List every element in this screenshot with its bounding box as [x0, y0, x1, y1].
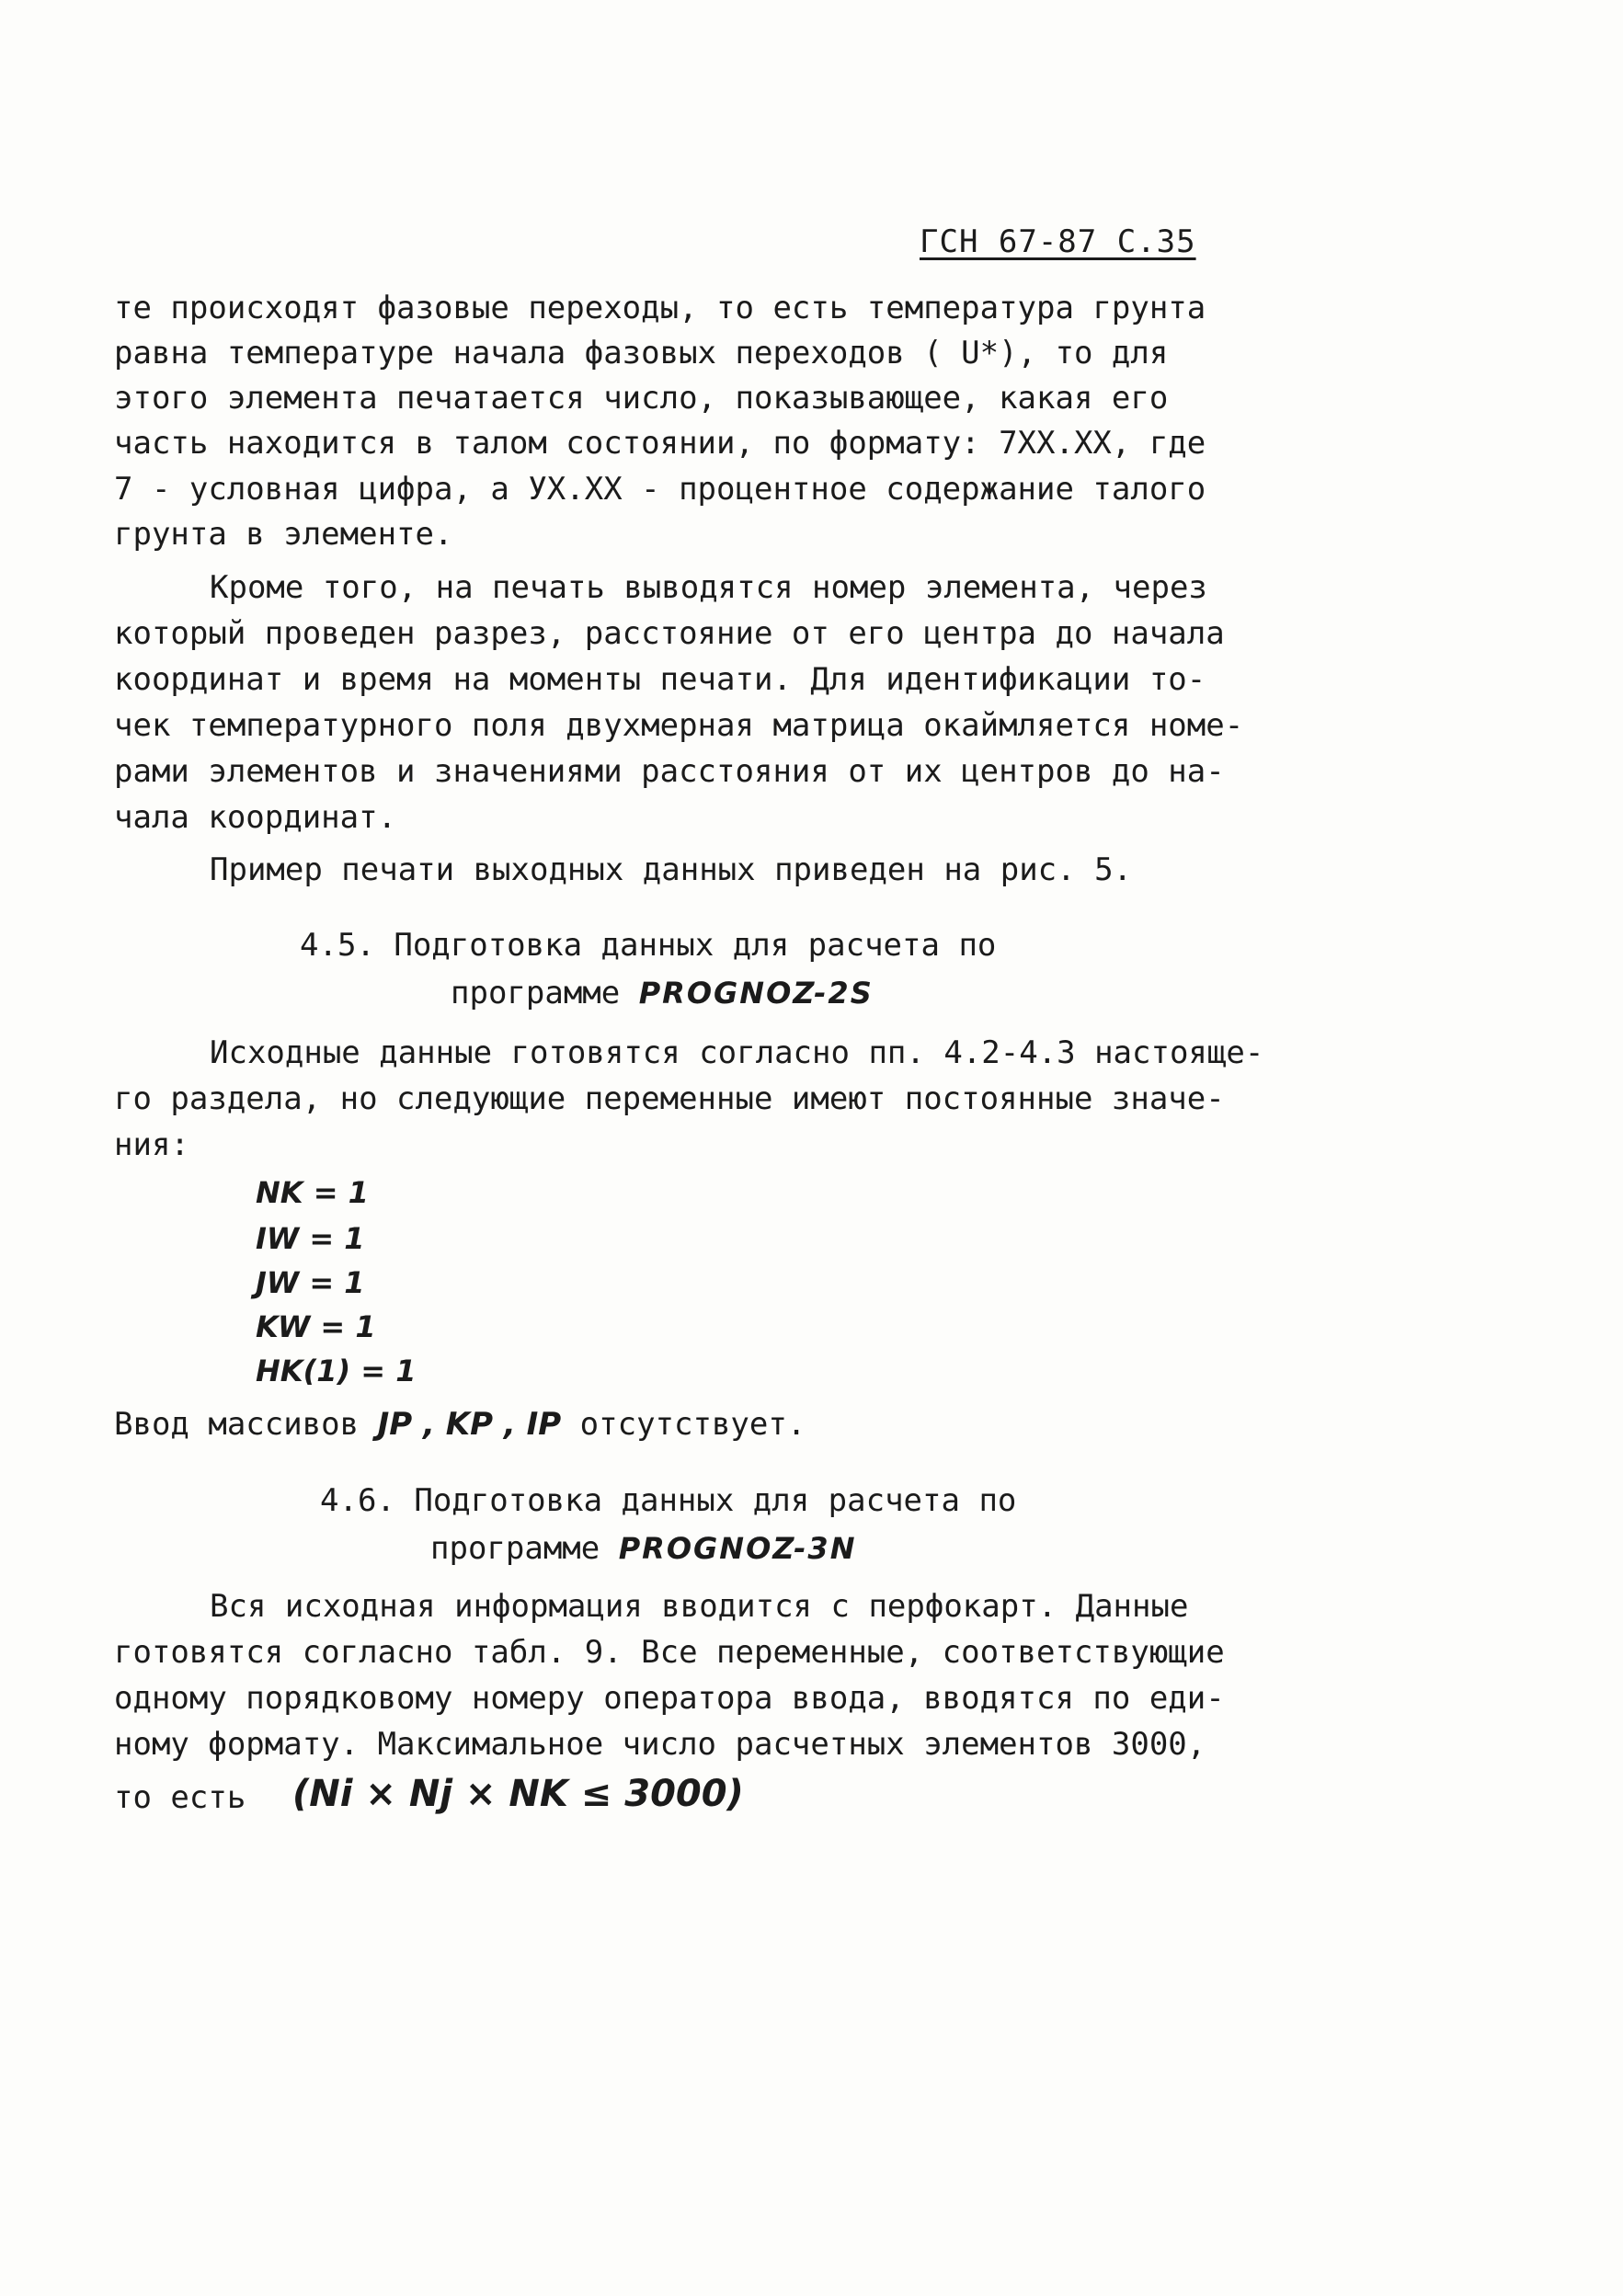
text-line: Вся исходная информация вводится с перфокарт. Данные	[210, 1588, 1189, 1625]
text-line: который проведен разрез, расстояние от его центра до начала	[114, 615, 1225, 652]
text-line: координат и время на моменты печати. Для идентификации то-	[114, 661, 1206, 698]
input-prefix: Ввод массивов	[114, 1406, 360, 1443]
text-line: чала координат.	[114, 799, 397, 836]
text-line: чек температурного поля двухмерная матрица окаймляется номе-	[114, 707, 1244, 744]
program-prefix: программе	[451, 975, 621, 1011]
text-line: часть находится в талом состоянии, по формату: 7XX.XX, где	[114, 425, 1206, 462]
text-line: Исходные данные готовятся согласно пп. 4.2-4.3 настояще-	[210, 1034, 1264, 1071]
text-line: 7 - условная цифра, а УХ.ХХ - процентное содержание талого	[114, 471, 1206, 508]
text-line: грунта в элементе.	[114, 516, 453, 553]
text-line: равна температуре начала фазовых переходов ( U*), то для	[114, 335, 1169, 371]
input-suffix: отсутствует.	[579, 1406, 806, 1443]
text-line: ния:	[114, 1126, 189, 1163]
text-line: Кроме того, на печать выводятся номер элемента, через	[210, 569, 1207, 606]
formula-line: KW = 1	[256, 1309, 376, 1344]
program-name: PROGNOZ-2S	[638, 976, 874, 1011]
program-prefix: программе	[430, 1530, 600, 1567]
input-arrays-line	[114, 1406, 806, 1443]
text-line: ному формату. Максимальное число расчетных элементов 3000,	[114, 1726, 1206, 1763]
formula-line: JW = 1	[256, 1265, 365, 1300]
text-line: те происходят фазовые переходы, то есть температура грунта	[114, 290, 1206, 326]
text-line: одному порядковому номеру оператора ввода, вводятся по еди-	[114, 1680, 1225, 1717]
program-name: PROGNOZ-3N	[618, 1531, 857, 1566]
formula-line: HK(1) = 1	[256, 1354, 417, 1388]
text-line: рами элементов и значениями расстояния от их центров до на-	[114, 753, 1225, 790]
text-line: го раздела, но следующие переменные имеют постоянные значе-	[114, 1080, 1225, 1117]
section-heading-4-5: 4.5. Подготовка данных для расчета по	[300, 927, 997, 964]
section-heading-4-6: 4.6. Подготовка данных для расчета по	[320, 1482, 1017, 1519]
max-elements-formula: (Ni × Nj × NK ≤ 3000)	[292, 1773, 744, 1815]
last-line	[114, 1779, 246, 1816]
last-line-prefix: то есть	[114, 1779, 246, 1816]
input-arrays: JP , KP , IP	[377, 1406, 562, 1443]
formula-line: IW = 1	[256, 1221, 365, 1256]
formula-line: NK = 1	[256, 1175, 369, 1210]
text-line: готовятся согласно табл. 9. Все переменные, соответствующие	[114, 1634, 1225, 1671]
page-header: ГСН 67-87 С.35	[920, 223, 1196, 260]
text-line: Пример печати выходных данных приведен на рис. 5.	[210, 851, 1133, 888]
text-line: этого элемента печатается число, показывающее, какая его	[114, 380, 1169, 417]
section-heading-4-5-program	[451, 975, 874, 1011]
section-heading-4-6-program	[430, 1530, 856, 1567]
